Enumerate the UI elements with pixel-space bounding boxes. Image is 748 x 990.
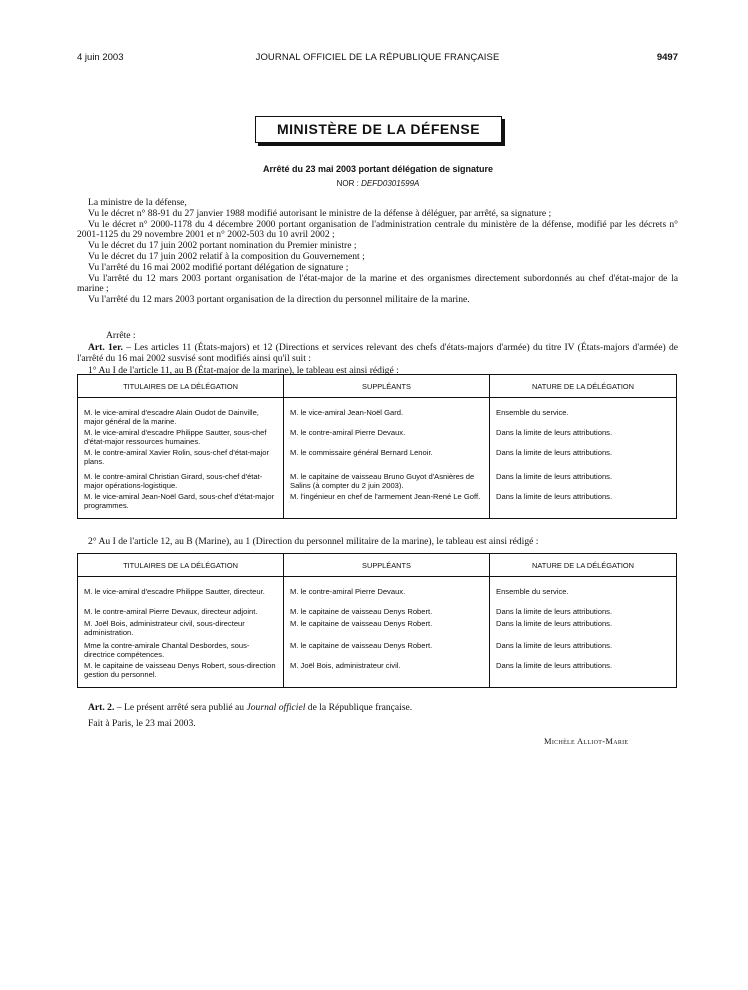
table-cell-text: M. Joël Bois, administrateur civil, sous-directeur administration. [84,619,245,637]
fait-a-paris: Fait à Paris, le 23 mai 2003. [88,718,196,729]
table-cell-text: Dans la limite de leurs attributions. [496,641,613,650]
journal-officiel-title: Journal officiel [246,702,306,713]
visa-line: Vu le décret du 17 juin 2002 portant nomination du Premier ministre ; [88,240,357,252]
table-cell-text: Dans la limite de leurs attributions. [496,428,613,437]
item-2-text: 2° Au I de l'article 12, au B (Marine), au 1 (Direction du personnel militaire de la marine), le tableau est ainsi rédigé : [88,536,539,547]
table-cell-text: M. le capitaine de vaisseau Denys Robert. [290,607,433,616]
table-cell-text: Dans la limite de leurs attributions. [496,619,613,628]
table-cell-text: Dans la limite de leurs attributions. [496,492,613,501]
table-cell-text: M. le capitaine de vaisseau Denys Robert, sous-direction gestion du personnel. [84,661,276,679]
table-cell-text: M. le vice-amiral Jean-Noël Gard. [290,408,404,417]
table-cell-text: M. le commissaire général Bernard Lenoir. [290,448,433,457]
table-cell-text: M. le contre-amiral Pierre Devaux, directeur adjoint. [84,607,258,616]
fait-a-paris-block [77,719,678,730]
table-cell-text: M. le capitaine de vaisseau Bruno Guyot d'Asnières de Salins (à compter du 2 juin 2003). [290,472,475,490]
table-cell-text: Dans la limite de leurs attributions. [496,472,613,481]
nor-code: DEFD0301599A [361,179,420,188]
signature: Michèle Alliot-Marie [544,736,629,746]
nor-line [0,179,748,188]
article-1-text: – Les articles 11 (États-majors) et 12 (Directions et services relevant des chefs d'états-majors d'armée) du titre IV (États-majors d'armée) de l'arrêté du 16 mai 2002 susvisé sont modifiés ainsi qu'il suit : [77,342,678,364]
nature-cell [490,398,677,519]
table-cell-text: Dans la limite de leurs attributions. [496,661,613,670]
table-cell-text: M. le contre-amiral Xavier Rolin, sous-chef d'état-major plans. [84,448,270,466]
table-cell-text: M. le contre-amiral Pierre Devaux. [290,428,406,437]
table-row [78,398,677,519]
delegation-table-2 [77,553,677,688]
header-journal-title: JOURNAL OFFICIEL DE LA RÉPUBLIQUE FRANÇAISE [255,52,500,63]
visa-line: Vu l'arrêté du 12 mars 2003 portant organisation de l'état-major de la marine et des organismes directement subordonnés au chef d'état-major de la marine ; [77,272,678,295]
column-header: SUPPLÉANTS [284,554,490,577]
nature-cell [490,577,677,688]
article-2 [77,703,678,714]
delegation-table-1 [77,374,677,519]
table-row [78,577,677,688]
item-1-text: 1° Au I de l'article 11, au B (État-major de la marine), le tableau est ainsi rédigé : [88,365,399,376]
visa-line: Vu l'arrêté du 12 mars 2003 portant organisation de la direction du personnel militaire de la marine. [88,294,470,306]
table-cell-text: Ensemble du service. [496,587,569,596]
titulaires-cell [78,398,284,519]
ministry-title: MINISTÈRE DE LA DÉFENSE [255,116,502,143]
item-2 [77,537,678,548]
suppleants-cell [284,398,490,519]
visa-line: Vu le décret du 17 juin 2002 relatif à la composition du Gouvernement ; [88,250,365,262]
article-2-text: – Le présent arrêté sera publié au [114,702,247,713]
article-2-label: Art. 2. [88,702,115,713]
table-cell-text: Ensemble du service. [496,408,569,417]
column-header: TITULAIRES DE LA DÉLÉGATION [78,375,284,398]
column-header: NATURE DE LA DÉLÉGATION [490,554,677,577]
arrete-word: Arrête : [106,330,136,341]
table-cell-text: M. Joël Bois, administrateur civil. [290,661,401,670]
column-header: SUPPLÉANTS [284,375,490,398]
table-cell-text: Dans la limite de leurs attributions. [496,448,613,457]
arrete-title: Arrêté du 23 mai 2003 portant délégation de signature [262,164,494,174]
visa-line: Vu le décret n° 2000-1178 du 4 décembre 2000 portant organisation de l'administration centrale du ministère de la défense, modifié par les décrets n° 2001-1125 du 29 novembre 2001 et n° 2002-503 du 10 avril 2002 ; [77,218,678,241]
nor-label: NOR : [336,179,359,188]
table-cell-text: M. le contre-amiral Christian Girard, sous-chef d'état-major opérations-logistique. [84,472,263,490]
article-1-label: Art. 1er. [88,342,123,353]
table-header-row [78,554,677,577]
titulaires-cell [78,577,284,688]
table-cell-text: M. le vice-amiral d'escadre Philippe Sautter, directeur. [84,587,265,596]
visa-line: Vu le décret n° 88-91 du 27 janvier 1988 modifié autorisant le ministre de la défense à déléguer, par arrêté, sa signature ; [88,207,552,219]
table-cell-text: Mme la contre-amirale Chantal Desbordes, sous-directrice compétences. [84,641,250,659]
article-1 [77,343,678,365]
article-2-text-end: de la République française. [305,702,413,713]
table-cell-text: M. le vice-amiral Jean-Noël Gard, sous-chef d'état-major programmes. [84,492,275,510]
table-cell-text: M. le contre-amiral Pierre Devaux. [290,587,406,596]
table-cell-text: M. le vice-amiral d'escadre Philippe Sautter, sous-chef d'état-major ressources humaines. [84,428,267,446]
table-cell-text: M. le capitaine de vaisseau Denys Robert. [290,619,433,628]
visas-block [77,198,678,306]
table-cell-text: M. le capitaine de vaisseau Denys Robert. [290,641,433,650]
table-cell-text: Dans la limite de leurs attributions. [496,607,613,616]
table-header-row [78,375,677,398]
column-header: TITULAIRES DE LA DÉLÉGATION [78,554,284,577]
table-cell-text: M. le vice-amiral d'escadre Alain Oudot de Dainville, major général de la marine. [84,408,259,426]
arrete-word-block [77,331,678,342]
column-header: NATURE DE LA DÉLÉGATION [490,375,677,398]
header-page-number: 9497 [656,52,678,63]
visa-line: Vu l'arrêté du 16 mai 2002 modifié portant délégation de signature ; [88,261,349,273]
suppleants-cell [284,577,490,688]
header-date: 4 juin 2003 [77,52,124,63]
visa-line: La ministre de la défense, [88,197,187,208]
table-cell-text: M. l'ingénieur en chef de l'armement Jean-René Le Goff. [290,492,481,501]
